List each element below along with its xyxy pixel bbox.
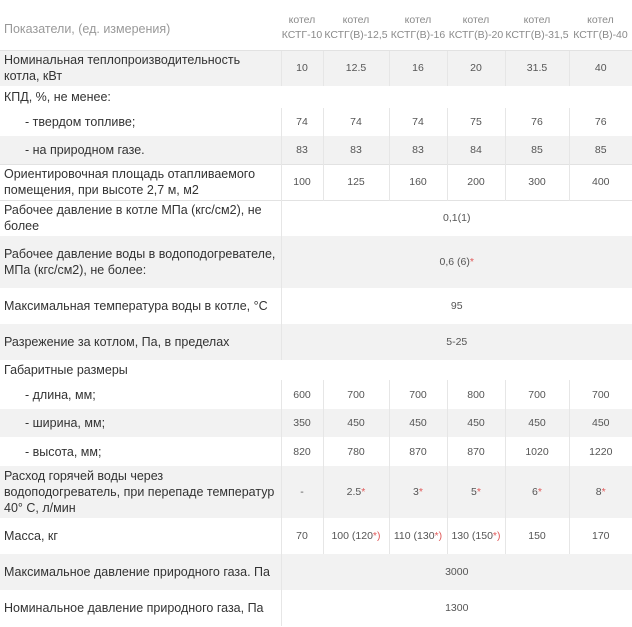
cell: 780: [323, 437, 389, 466]
cell: 20: [447, 50, 505, 86]
row-label: Разрежение за котлом, Па, в пределах: [0, 324, 281, 360]
cell: 1300: [281, 590, 632, 626]
cell: 76: [569, 108, 632, 136]
cell: -: [281, 466, 323, 518]
row-label: Габаритные размеры: [4, 363, 128, 377]
row-solid-fuel: [0, 108, 632, 136]
col-header-kstg-10: котел КСТГ-10: [281, 13, 323, 41]
cell: 0,6 (6)*: [281, 236, 632, 288]
row-natural-gas: [0, 136, 632, 164]
cell: 85: [505, 136, 569, 164]
row-label: Максимальное давление природного газа. Па: [0, 554, 281, 590]
cell: 95: [281, 288, 632, 324]
cell: 5*: [447, 466, 505, 518]
row-max-gas-pressure: [0, 554, 632, 590]
cell: 0,1(1): [281, 200, 632, 236]
cell: 450: [323, 409, 389, 437]
row-label: - твердом топливе;: [25, 115, 136, 129]
cell: 350: [281, 409, 323, 437]
col-header-kstg-20: котел КСТГ(В)-20: [448, 13, 504, 41]
row-height: [0, 437, 632, 466]
row-mass: [0, 518, 632, 554]
cell: 700: [505, 380, 569, 409]
cell: 600: [281, 380, 323, 409]
cell: 84: [447, 136, 505, 164]
cell: 3000: [281, 554, 632, 590]
cell: 700: [323, 380, 389, 409]
row-nominal-gas-pressure: [0, 590, 632, 626]
col-header-kstg-31-5: котел КСТГ(В)-31,5: [505, 13, 569, 41]
row-efficiency: [0, 86, 632, 108]
row-label: Рабочее давление воды в водоподогревателе, МПа (кгс/см2), не более:: [0, 236, 281, 288]
col-header-kstg-12-5: котел КСТГ(В)-12,5: [324, 13, 388, 41]
cell: 5-25: [281, 324, 632, 360]
cell: 74: [323, 108, 389, 136]
cell: 100: [281, 164, 323, 200]
cell: 450: [569, 409, 632, 437]
row-label: КПД, %, не менее:: [4, 90, 111, 104]
row-label: - ширина, мм;: [0, 409, 281, 437]
row-boiler-pressure: [0, 200, 632, 236]
row-label: Номинальная теплопроизводительность котла, кВт: [0, 50, 281, 86]
cell: 31.5: [505, 50, 569, 86]
cell: 76: [505, 108, 569, 136]
row-dimensions: [0, 360, 632, 380]
cell: 450: [447, 409, 505, 437]
row-length: [0, 380, 632, 409]
cell: 75: [447, 108, 505, 136]
row-label: Максимальная температура воды в котле, °С: [4, 299, 268, 313]
cell: 1220: [569, 437, 632, 466]
cell: 83: [281, 136, 323, 164]
row-max-temp: [0, 288, 632, 324]
row-label: - длина, мм;: [25, 387, 96, 402]
col-header-kstg-40: котел КСТГ(В)-40: [573, 13, 628, 41]
cell: 1020: [505, 437, 569, 466]
header-label: Показатели, (ед. измерения): [4, 22, 171, 37]
cell: 300: [505, 164, 569, 200]
cell: 70: [281, 518, 323, 554]
cell: 8*: [569, 466, 632, 518]
cell: 450: [389, 409, 447, 437]
cell: 100 (120*): [323, 518, 389, 554]
cell: 12.5: [323, 50, 389, 86]
cell: 170: [569, 518, 632, 554]
row-label: Масса, кг: [4, 529, 58, 543]
row-label: Номинальное давление природного газа, Па: [4, 601, 264, 615]
cell: 6*: [505, 466, 569, 518]
row-label: Рабочее давление в котле МПа (кгс/см2), не более: [0, 200, 281, 236]
cell: 2.5*: [323, 466, 389, 518]
cell: 40: [569, 50, 632, 86]
cell: 700: [569, 380, 632, 409]
cell: 870: [389, 437, 447, 466]
row-width: [0, 409, 632, 437]
row-label: - на природном газе.: [0, 136, 281, 164]
row-power: [0, 50, 632, 86]
row-label: Расход горячей воды через водоподогреватель, при перепаде температур 40° С, л/мин: [0, 466, 281, 518]
header-row: [0, 0, 632, 50]
cell: 150: [505, 518, 569, 554]
cell: 130 (150*): [447, 518, 505, 554]
cell: 16: [389, 50, 447, 86]
cell: 74: [389, 108, 447, 136]
row-water-pressure: [0, 236, 632, 288]
cell: 85: [569, 136, 632, 164]
cell: 870: [447, 437, 505, 466]
col-header-kstg-16: котел КСТГ(В)-16: [390, 13, 446, 41]
row-label: - высота, мм;: [25, 444, 102, 459]
row-hot-water: [0, 466, 632, 518]
cell: 450: [505, 409, 569, 437]
cell: 200: [447, 164, 505, 200]
cell: 700: [389, 380, 447, 409]
cell: 800: [447, 380, 505, 409]
row-area: [0, 164, 632, 200]
cell: 160: [389, 164, 447, 200]
cell: 83: [323, 136, 389, 164]
cell: 10: [281, 50, 323, 86]
row-draft: [0, 324, 632, 360]
cell: 125: [323, 164, 389, 200]
cell: 110 (130*): [389, 518, 447, 554]
cell: 83: [389, 136, 447, 164]
cell: 3*: [389, 466, 447, 518]
cell: 74: [281, 108, 323, 136]
cell: 400: [569, 164, 632, 200]
cell: 820: [281, 437, 323, 466]
row-label: Ориентировочная площадь отапливаемого помещения, при высоте 2,7 м, м2: [0, 164, 281, 200]
